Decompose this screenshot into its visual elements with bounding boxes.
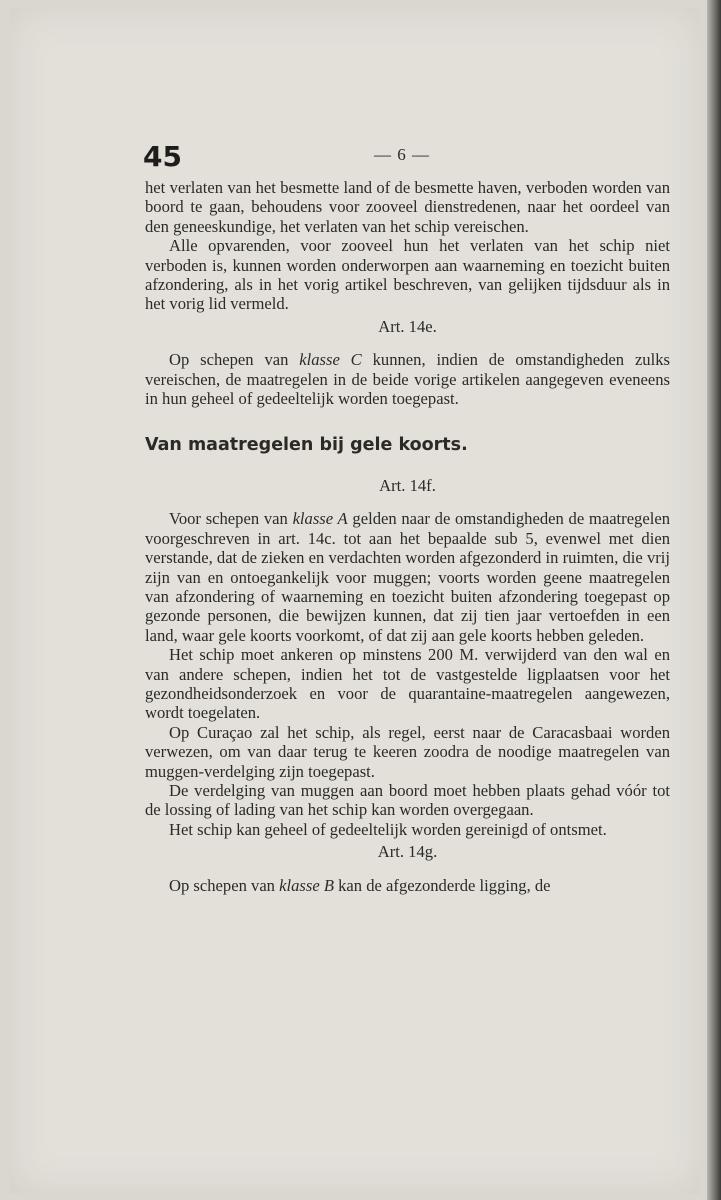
article-14g-heading: Art. 14g.	[377, 842, 438, 862]
p9-text-b: kan de afgezonderde ligging, de	[333, 875, 551, 895]
p9-text-a: Op schepen van	[169, 875, 280, 895]
paragraph-1: het verlaten van het besmette land of de besmette haven, verboden worden van boord te gaan, behoudens voor zooveel dienstredenen, naar het oordeel van den geneeskundige, het verlaten van het schip vereischen.	[145, 178, 670, 236]
page-number: 45	[143, 140, 182, 173]
p4-klasse: klasse A	[292, 509, 348, 529]
section-heading: Van maatregelen bij gele koorts.	[145, 435, 468, 456]
p3-text-a: Op schepen van	[169, 350, 300, 370]
p3-text-b: kunnen, indien de omstandigheden zulks vereischen, de maatregelen in de beide vorige artikelen aangegeven eveneens in hun geheel of gedeeltelijk worden toegepast.	[145, 350, 670, 409]
p4-text-a: Voor schepen van	[169, 509, 293, 529]
paragraph-9	[145, 876, 670, 895]
paragraph-8: Het schip kan geheel of gedeeltelijk worden gereinigd of ontsmet.	[169, 819, 607, 839]
paragraph-3	[145, 350, 670, 408]
book-spine	[707, 0, 721, 1200]
running-head: — 6 —	[374, 145, 430, 164]
p9-klasse: klasse B	[279, 875, 334, 895]
article-14f-heading: Art. 14f.	[379, 475, 436, 495]
p4-text-b: gelden naar de omstandigheden de maatregelen voorgeschreven in art. 14c. tot aan het bepaalde sub 5, evenwel met dien verstande, dat de zieken en verdachten worden afgezonderd in ruimten, die vrij zijn van en ontoegankelijk voor muggen; voorts worden geene maatregelen van afzondering of waarneming en toezicht buiten afzondering toegepast op gezonde personen, die bewijzen kunnen, dat zij tien jaar vertoefden in een land, waar gele koorts voorkomt, of dat zij aan gele koorts hebben geleden.	[145, 509, 670, 645]
page-text	[145, 178, 670, 895]
paragraph-7: De verdelging van muggen aan boord moet hebben plaats gehad vóór tot de lossing of lading van het schip kan worden overgegaan.	[145, 780, 670, 820]
p3-klasse: klasse C	[299, 350, 362, 370]
paragraph-2: Alle opvarenden, voor zooveel hun het verlaten van het schip niet verboden is, kunnen worden onderworpen aan waarneming en toezicht buiten afzondering, als in het vorig artikel beschreven, van gelijken tijdsduur als in het vorig lid vermeld.	[145, 236, 670, 314]
paragraph-6: Op Curaçao zal het schip, als regel, eerst naar de Caracasbaai worden verwezen, om van daar terug te keeren zoodra de noodige maatregelen van muggen-verdelging zijn toegepast.	[145, 722, 670, 781]
paragraph-5: Het schip moet ankeren op minstens 200 M. verwijderd van den wal en van andere schepen, indien het tot de vastgestelde ligplaatsen voor het gezondheidsonderzoek en voor de quarantaine-maatregelen aangewezen, wordt toegelaten.	[145, 645, 670, 723]
paragraph-4	[145, 509, 670, 645]
article-14e-heading: Art. 14e.	[378, 316, 437, 336]
